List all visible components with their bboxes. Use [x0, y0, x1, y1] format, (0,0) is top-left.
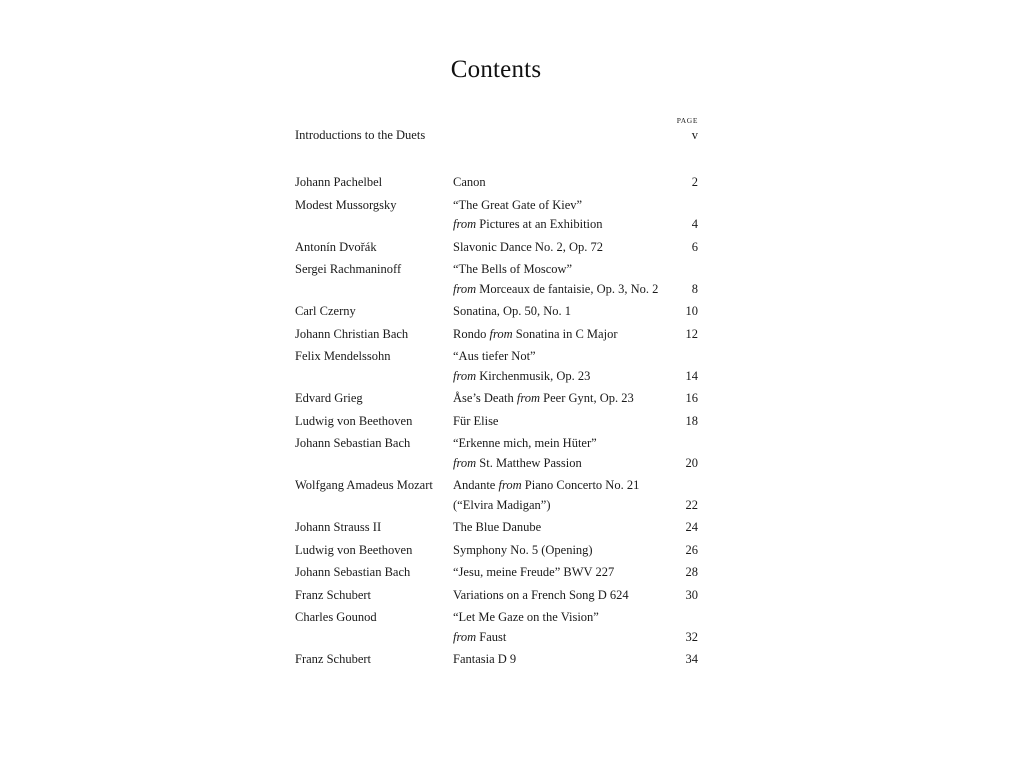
work-text: Für Elise	[453, 413, 499, 428]
composer-name: Sergei Rachmaninoff	[295, 262, 402, 276]
page-number: 24	[685, 520, 698, 534]
work-text: Piano Concerto No. 21	[521, 478, 640, 492]
work-title	[453, 173, 658, 193]
page-number: 32	[685, 629, 698, 644]
work-text: Sonatina in C Major	[512, 326, 618, 341]
work-text: Pictures at an Exhibition	[476, 217, 603, 231]
italic-from: from	[453, 217, 477, 231]
work-title	[453, 196, 658, 235]
contents-entry	[295, 347, 698, 386]
work-text: “Erkenne mich, mein Hüter”	[453, 436, 597, 450]
work-text: St. Matthew Passion	[476, 455, 582, 470]
work-title	[453, 389, 658, 409]
page-number: 26	[685, 542, 698, 557]
work-text: “Jesu, meine Freude” BWV 227	[453, 565, 615, 579]
work-title-line	[453, 628, 658, 648]
page-number: 30	[685, 587, 698, 602]
work-text: Andante	[453, 478, 499, 492]
work-title-line	[453, 260, 658, 280]
composer-name: Johann Pachelbel	[295, 175, 383, 189]
composer-name: Wolfgang Amadeus Mozart	[295, 478, 433, 492]
work-title	[453, 608, 658, 647]
work-title-line	[453, 302, 658, 322]
italic-from: from	[453, 281, 477, 296]
work-text: “Aus tiefer Not”	[453, 349, 536, 363]
composer-name: Franz Schubert	[295, 652, 372, 666]
composer-name: Carl Czerny	[295, 304, 356, 318]
work-title	[453, 302, 658, 322]
work-title-line	[453, 215, 658, 235]
page-number: 18	[685, 413, 698, 428]
work-text: Morceaux de fantaisie, Op. 3, No. 2	[476, 281, 659, 296]
work-title-line	[453, 586, 658, 606]
composer-name: Felix Mendelssohn	[295, 349, 391, 363]
work-title	[453, 238, 658, 258]
work-title-line	[453, 347, 658, 367]
work-title	[453, 518, 658, 538]
work-text: Rondo	[453, 326, 490, 341]
contents-entry	[295, 476, 698, 515]
work-title-line	[453, 434, 658, 454]
work-text: “The Bells of Moscow”	[453, 262, 573, 276]
work-title-line	[453, 367, 658, 387]
page-number: 16	[685, 391, 698, 405]
work-title	[453, 541, 658, 561]
work-title-line	[453, 238, 658, 258]
page-number: 14	[685, 368, 698, 383]
contents-entry	[295, 541, 698, 561]
composer-name: Johann Christian Bach	[295, 326, 409, 341]
italic-from: from	[498, 478, 522, 492]
work-title	[453, 476, 658, 515]
page-number: 34	[685, 652, 698, 666]
work-title	[453, 347, 658, 386]
composer-name: Charles Gounod	[295, 610, 377, 624]
work-title-line	[453, 476, 658, 496]
page-number: 8	[691, 281, 698, 296]
work-text: Slavonic Dance No. 2, Op. 72	[453, 239, 603, 254]
page-number: 12	[685, 326, 698, 341]
page-number: 6	[691, 239, 698, 254]
work-text: (“Elvira Madigan”)	[453, 497, 551, 512]
work-title-line	[453, 563, 658, 583]
page-title: Contents	[450, 56, 542, 83]
contents-entry	[295, 563, 698, 583]
work-title	[453, 434, 658, 473]
work-text: Åse’s Death	[453, 391, 517, 405]
work-title-line	[453, 650, 658, 670]
composer-name: Antonín Dvořák	[295, 239, 377, 254]
intro-page-number: v	[691, 128, 698, 142]
page-number: 28	[685, 565, 698, 579]
composer-name: Franz Schubert	[295, 587, 372, 602]
composer-name: Johann Strauss II	[295, 520, 382, 534]
intro-label: Introductions to the Duets	[295, 128, 426, 142]
work-title	[453, 586, 658, 606]
work-text: Peer Gynt, Op. 23	[540, 391, 634, 405]
work-title-line	[453, 173, 658, 193]
contents-entry	[295, 302, 698, 322]
page-number: 20	[685, 455, 698, 470]
contents-entry	[295, 260, 698, 299]
intro-entry	[295, 128, 698, 146]
contents-entry	[295, 650, 698, 670]
italic-from: from	[489, 326, 513, 341]
italic-from: from	[453, 368, 477, 383]
page-number: 2	[691, 175, 698, 189]
contents-entry	[295, 196, 698, 235]
page-number: 22	[685, 497, 698, 512]
work-title-line	[453, 541, 658, 561]
work-title-line	[453, 280, 658, 300]
work-text: Sonatina, Op. 50, No. 1	[453, 304, 572, 318]
work-title	[453, 325, 658, 345]
page-column-label: PAGE	[676, 116, 698, 125]
work-title	[453, 563, 658, 583]
composer-name: Modest Mussorgsky	[295, 197, 397, 212]
work-title-line	[453, 389, 658, 409]
italic-from: from	[516, 391, 541, 405]
contents-entry	[295, 238, 698, 258]
work-title	[453, 412, 658, 432]
contents-entry	[295, 173, 698, 193]
contents-entry	[295, 434, 698, 473]
contents-entry	[295, 389, 698, 409]
page-number: 4	[691, 217, 698, 231]
work-text: Symphony No. 5 (Opening)	[453, 542, 593, 557]
work-text: “The Great Gate of Kiev”	[453, 197, 583, 212]
composer-name: Ludwig von Beethoven	[295, 413, 413, 428]
contents-entry	[295, 518, 698, 538]
contents-entry	[295, 586, 698, 606]
composer-name: Johann Sebastian Bach	[295, 436, 411, 450]
work-title-line	[453, 518, 658, 538]
work-title-line	[453, 412, 658, 432]
work-title-line	[453, 196, 658, 216]
italic-from: from	[453, 455, 477, 470]
contents-entry	[295, 325, 698, 345]
contents-entry	[295, 412, 698, 432]
work-text: Fantasia D 9	[453, 652, 517, 666]
work-text: Kirchenmusik, Op. 23	[476, 368, 591, 383]
work-title	[453, 650, 658, 670]
work-text: The Blue Danube	[453, 520, 542, 534]
italic-from: from	[453, 629, 477, 644]
work-text: “Let Me Gaze on the Vision”	[453, 610, 599, 624]
work-text: Canon	[453, 175, 486, 189]
work-title	[453, 260, 658, 299]
page-number: 10	[685, 304, 698, 318]
work-title-line	[453, 608, 658, 628]
contents-list	[295, 173, 698, 673]
composer-name: Edvard Grieg	[295, 391, 363, 405]
work-text: Faust	[476, 629, 507, 644]
composer-name: Johann Sebastian Bach	[295, 565, 411, 579]
contents-entry	[295, 608, 698, 647]
composer-name: Ludwig von Beethoven	[295, 542, 413, 557]
work-title-line	[453, 496, 658, 516]
work-title-line	[453, 454, 658, 474]
work-title-line	[453, 325, 658, 345]
work-text: Variations on a French Song D 624	[453, 587, 629, 602]
